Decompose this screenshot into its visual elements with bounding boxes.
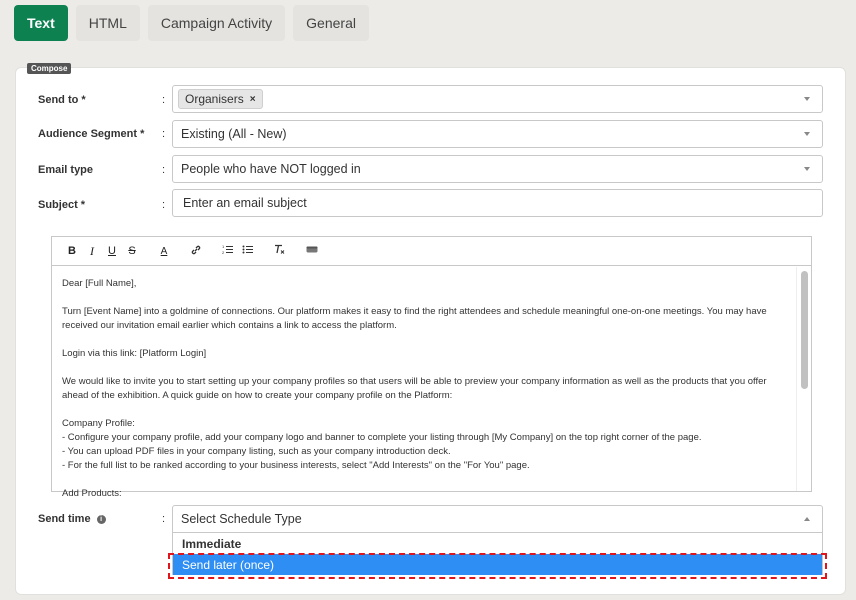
underline-button[interactable]: U	[108, 245, 116, 257]
colon: :	[162, 128, 166, 140]
send-time-label	[38, 513, 106, 525]
subject-label: Subject *	[38, 199, 86, 211]
audience-segment-label: Audience Segment *	[38, 128, 145, 140]
remove-tag-icon[interactable]: ×	[249, 93, 256, 105]
editor-paragraph: Dear [Full Name],	[62, 278, 137, 289]
send-to-tag-label: Organisers	[185, 92, 244, 106]
text-color-button[interactable]: A	[160, 245, 168, 257]
info-icon[interactable]: i	[97, 515, 106, 524]
option-send-later-once[interactable]: Send later (once)	[173, 554, 822, 575]
italic-button[interactable]: I	[90, 243, 94, 258]
email-type-label: Email type	[38, 164, 94, 176]
send-to-label: Send to *	[38, 94, 86, 106]
editor-list-item: - Configure your company profile, add your company logo and banner to complete your listing through [My Company] on the top right corner of the page.	[62, 432, 702, 443]
editor-paragraph: We would like to invite you to start setting up your company profiles so that users will be able to preview your company information as well as the products that you offer ahead of the exhibition. A quick guide on how to create your company profile on the Platform:	[62, 376, 767, 401]
email-type-value: People who have NOT logged in	[181, 162, 361, 176]
audience-segment-value: Existing (All - New)	[181, 127, 287, 141]
editor-paragraph: Add Products:	[62, 488, 122, 499]
tab-general[interactable]: General	[293, 5, 369, 41]
svg-text:1: 1	[222, 244, 225, 249]
code-block-icon[interactable]	[302, 245, 322, 257]
send-time-value: Select Schedule Type	[181, 512, 302, 526]
audience-segment-select[interactable]	[172, 120, 823, 148]
bullet-list-icon[interactable]	[238, 244, 258, 258]
highlight-box	[168, 553, 827, 579]
colon: :	[162, 199, 166, 211]
clear-format-icon[interactable]	[270, 244, 290, 258]
bold-button[interactable]: B	[68, 245, 76, 257]
subject-input[interactable]	[172, 189, 823, 217]
editor-list-item: - You can upload PDF files in your company listing, such as your company introduction deck.	[62, 446, 451, 457]
editor-scrollbar-thumb[interactable]	[801, 271, 808, 389]
colon: :	[162, 164, 166, 176]
tab-campaign-activity[interactable]: Campaign Activity	[148, 5, 285, 41]
colon: :	[162, 513, 166, 525]
editor-list-item: - For the full list to be ranked according to your business interests, select "Add Interests" on the "For You" page.	[62, 460, 530, 471]
colon: :	[162, 94, 166, 106]
compose-card	[15, 64, 846, 595]
chevron-down-icon	[804, 167, 810, 171]
compose-badge: Compose	[27, 63, 71, 74]
svg-text:2: 2	[222, 250, 225, 255]
email-body-editor[interactable]	[51, 236, 812, 499]
chevron-up-icon	[804, 517, 810, 521]
editor-paragraph: Login via this link: [Platform Login]	[62, 348, 207, 359]
send-time-select[interactable]	[172, 505, 823, 533]
ordered-list-icon[interactable]	[218, 244, 238, 258]
chevron-down-icon	[804, 132, 810, 136]
chevron-down-icon	[804, 97, 810, 101]
send-to-select[interactable]	[172, 85, 823, 113]
editor-paragraph: Company Profile:	[62, 418, 135, 429]
option-immediate[interactable]: Immediate	[182, 536, 242, 551]
tab-text[interactable]: Text	[14, 5, 68, 41]
editor-paragraph: Turn [Event Name] into a goldmine of connections. Our platform makes it easy to find the right attendees and schedule meaningful one-on-one meetings. You may have received our invitation email earlier which contains a link to access the platform.	[62, 306, 767, 331]
send-to-tag	[178, 89, 263, 109]
strikethrough-button[interactable]: S	[128, 245, 136, 257]
email-type-select[interactable]	[172, 155, 823, 183]
link-icon[interactable]	[186, 244, 206, 259]
send-time-label-text: Send time	[38, 513, 91, 525]
tab-bar	[14, 5, 369, 41]
editor-content[interactable]	[52, 267, 797, 499]
tab-html[interactable]: HTML	[76, 5, 140, 41]
subject-placeholder: Enter an email subject	[183, 196, 307, 210]
editor-toolbar	[52, 237, 811, 266]
